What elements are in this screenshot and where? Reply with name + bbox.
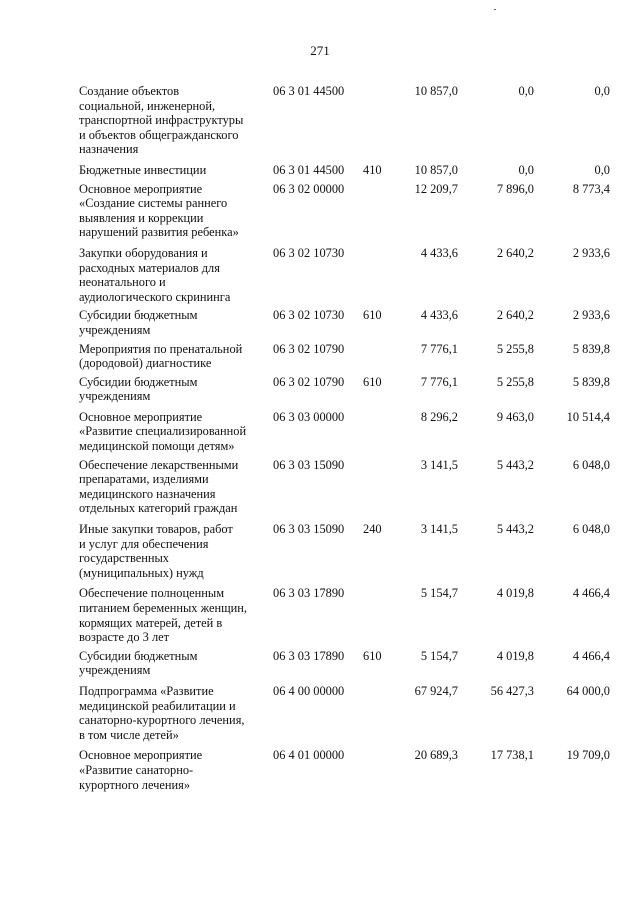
row-name: Закупки оборудования и расходных материалов для неонатального и аудиологического скрининга bbox=[79, 245, 231, 304]
row-value-2021: 5 839,8 bbox=[572, 374, 610, 389]
table-row bbox=[79, 246, 610, 304]
row-value-2021: 64 000,0 bbox=[566, 683, 610, 698]
row-value-2019: 4 433,6 bbox=[420, 245, 458, 260]
row-code: 06 3 03 00000 bbox=[273, 409, 345, 424]
row-value-2021: 10 514,4 bbox=[566, 409, 610, 424]
row-value-2020: 56 427,3 bbox=[490, 683, 534, 698]
row-code: 06 4 01 00000 bbox=[273, 748, 345, 763]
table-row bbox=[79, 84, 610, 157]
row-value-2021: 6 048,0 bbox=[572, 457, 610, 472]
row-value-2021: 5 839,8 bbox=[572, 341, 610, 356]
row-value-2020: 4 019,8 bbox=[496, 648, 534, 663]
row-value-2019: 7 776,1 bbox=[420, 374, 458, 389]
row-code: 06 3 01 44500 bbox=[273, 84, 345, 98]
row-value-2020: 2 640,2 bbox=[496, 308, 534, 323]
table-row bbox=[79, 586, 610, 644]
row-value-2020: 2 640,2 bbox=[496, 245, 534, 260]
row-value-2021: 4 466,4 bbox=[572, 648, 610, 663]
table-row bbox=[79, 375, 610, 404]
row-value-2020: 5 443,2 bbox=[496, 522, 534, 537]
row-name: Бюджетные инвестиции bbox=[79, 162, 207, 177]
row-value-2021: 19 709,0 bbox=[566, 748, 610, 763]
table-row bbox=[79, 163, 610, 178]
row-name: Субсидии бюджетным учреждениям bbox=[79, 374, 198, 404]
row-name: Основное мероприятие «Развитие специализированной медицинской помощи детям» bbox=[79, 409, 247, 454]
row-value-2021: 2 933,6 bbox=[572, 308, 610, 323]
row-value-2021: 4 466,4 bbox=[572, 586, 610, 601]
row-code: 06 3 03 15090 bbox=[273, 457, 345, 472]
row-code: 06 3 02 00000 bbox=[273, 181, 345, 196]
row-value-2019: 5 154,7 bbox=[420, 648, 458, 663]
row-name: Обеспечение лекарственными препаратами, изделиями медицинского назначения отдельных категорий граждан bbox=[79, 457, 239, 516]
row-value-2020: 17 738,1 bbox=[490, 748, 534, 763]
row-code: 06 3 02 10790 bbox=[273, 374, 345, 389]
page-number: 271 bbox=[310, 43, 330, 58]
row-code: 06 3 02 10730 bbox=[273, 308, 345, 323]
row-value-2021: 8 773,4 bbox=[572, 181, 610, 196]
row-value-2019: 3 141,5 bbox=[420, 522, 458, 537]
table-row bbox=[79, 748, 610, 792]
table-row bbox=[79, 342, 610, 371]
table-row bbox=[79, 458, 610, 516]
row-value-2019: 4 433,6 bbox=[420, 308, 458, 323]
row-value-2020: 9 463,0 bbox=[496, 409, 534, 424]
row-vr: 410 bbox=[363, 162, 382, 177]
row-value-2020: 0,0 bbox=[518, 162, 534, 177]
row-value-2020: 0,0 bbox=[518, 84, 534, 98]
row-code: 06 3 03 15090 bbox=[273, 522, 345, 537]
row-value-2020: 5 443,2 bbox=[496, 457, 534, 472]
row-vr: 240 bbox=[363, 522, 382, 537]
row-name: Основное мероприятие «Создание системы раннего выявления и коррекции нарушений развития ребенка» bbox=[79, 181, 239, 240]
row-value-2019: 3 141,5 bbox=[420, 457, 458, 472]
row-name: Субсидии бюджетным учреждениям bbox=[79, 308, 198, 337]
table-row bbox=[79, 308, 610, 337]
row-name: Подпрограмма «Развитие медицинской реабилитации и санаторно-курортного лечения, в том числе детей» bbox=[79, 683, 245, 742]
row-value-2019: 20 689,3 bbox=[414, 748, 458, 763]
scan-mark bbox=[494, 9, 496, 10]
row-name: Иные закупки товаров, работ и услуг для обеспечения государственных (муниципальных) нужд bbox=[79, 522, 233, 580]
row-name: Обеспечение полноценным питанием беременных женщин, кормящих матерей, детей в возрасте до 3 лет bbox=[79, 586, 248, 645]
row-vr: 610 bbox=[363, 374, 382, 389]
row-value-2019: 12 209,7 bbox=[414, 181, 458, 196]
budget-table bbox=[79, 84, 610, 792]
row-code: 06 3 03 17890 bbox=[273, 586, 345, 601]
row-vr: 610 bbox=[363, 648, 382, 663]
row-code: 06 3 02 10730 bbox=[273, 245, 345, 260]
table-row bbox=[79, 410, 610, 454]
row-value-2019: 8 296,2 bbox=[420, 409, 458, 424]
row-code: 06 3 03 17890 bbox=[273, 648, 345, 663]
row-value-2021: 0,0 bbox=[594, 162, 610, 177]
row-name: Мероприятия по пренатальной (дородовой) диагностике bbox=[79, 341, 243, 371]
row-code: 06 3 01 44500 bbox=[273, 162, 345, 177]
row-value-2019: 7 776,1 bbox=[420, 341, 458, 356]
row-value-2019: 5 154,7 bbox=[420, 586, 458, 601]
row-value-2020: 7 896,0 bbox=[496, 181, 534, 196]
row-code: 06 3 02 10790 bbox=[273, 341, 345, 356]
row-value-2020: 5 255,8 bbox=[496, 374, 534, 389]
row-value-2019: 10 857,0 bbox=[414, 84, 458, 98]
row-name: Создание объектов социальной, инженерной, транспортной инфраструктуры и объектов общегражданского назначения bbox=[79, 84, 244, 157]
row-value-2020: 5 255,8 bbox=[496, 341, 534, 356]
table-row bbox=[79, 522, 610, 580]
row-name: Основное мероприятие «Развитие санаторно- курортного лечения» bbox=[79, 748, 203, 792]
table-row bbox=[79, 182, 610, 240]
row-value-2019: 10 857,0 bbox=[414, 162, 458, 177]
row-value-2020: 4 019,8 bbox=[496, 586, 534, 601]
row-vr: 610 bbox=[363, 308, 382, 323]
row-value-2019: 67 924,7 bbox=[414, 683, 458, 698]
table-row bbox=[79, 684, 610, 742]
row-name: Субсидии бюджетным учреждениям bbox=[79, 648, 198, 678]
row-value-2021: 0,0 bbox=[594, 84, 610, 98]
table-row bbox=[79, 649, 610, 678]
row-value-2021: 2 933,6 bbox=[572, 245, 610, 260]
row-value-2021: 6 048,0 bbox=[572, 522, 610, 537]
row-code: 06 4 00 00000 bbox=[273, 683, 345, 698]
